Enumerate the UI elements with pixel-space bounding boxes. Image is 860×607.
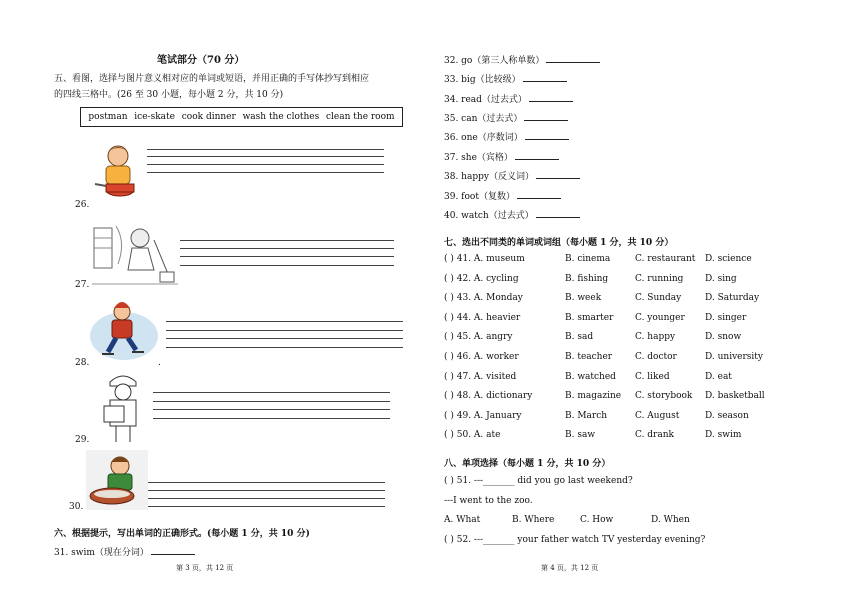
q7-row-50-d: D. swim	[705, 430, 742, 441]
question-number: 28.	[75, 358, 90, 368]
q40: 40. watch（过去式）	[444, 208, 580, 221]
girl-cleaning-room-icon	[92, 224, 178, 288]
q7-row-41-b: B. cinema	[565, 254, 611, 264]
q7-row-44-c: C. younger	[635, 312, 685, 323]
q7-row-45-d: D. snow	[705, 332, 742, 343]
page-footer: 第 3 页，共 12 页	[176, 564, 234, 572]
q51-option-d: D. When	[651, 515, 690, 525]
page-footer: 第 4 页，共 12 页	[541, 564, 599, 572]
q51-option-c: C. How	[580, 515, 614, 525]
q33: 33. big（比较级）	[444, 72, 567, 85]
q7-row-41-d: D. science	[705, 254, 752, 264]
q7-row-49-a: ( ) 49. A. January	[444, 410, 522, 421]
word-box	[80, 107, 403, 127]
word-option: postman	[88, 112, 128, 122]
q7-title: 七、选出不同类的单词或词组（每小题 1 分，共 10 分）	[444, 238, 674, 248]
girl-cooking-icon	[92, 140, 144, 202]
q7-row-44-b: B. smarter	[565, 312, 614, 323]
q7-row-50-b: B. saw	[565, 430, 596, 441]
q5-instruction-line2: 的四线三格中。(26 至 30 小题，每小题 2 分，共 10 分)	[54, 90, 284, 100]
q7-row-43-b: B. week	[565, 293, 602, 304]
q7-row-48-c: C. storybook	[635, 391, 693, 402]
q7-row-42-b: B. fishing	[565, 273, 609, 284]
q39: 39. foot（复数）	[444, 189, 561, 202]
question-number: 30.	[69, 502, 84, 512]
q51-option-a: A. What	[444, 515, 481, 525]
word-option: wash the clothes	[242, 112, 320, 122]
q7-row-45-a: ( ) 45. A. angry	[444, 332, 513, 343]
q7-row-45-c: C. happy	[635, 332, 676, 343]
question-number: 27.	[75, 280, 90, 290]
q51: ( ) 51. ---_______ did you go last weekend?	[444, 476, 633, 486]
q51-option-b: B. Where	[512, 515, 555, 525]
word-option: cook dinner	[181, 112, 236, 122]
q31: 31. swim（现在分词）	[54, 545, 195, 558]
q7-row-42-d: D. sing	[705, 273, 737, 284]
q7-row-48-b: B. magazine	[565, 391, 622, 402]
q37: 37. she（宾格）	[444, 150, 559, 163]
q7-row-44-a: ( ) 44. A. heavier	[444, 312, 521, 323]
q7-row-43-d: D. Saturday	[705, 293, 760, 304]
q7-row-42-c: C. running	[635, 273, 684, 284]
q7-row-46-b: B. teacher	[565, 352, 613, 362]
q7-row-47-c: C. liked	[635, 371, 670, 382]
q7-row-49-c: C. August	[635, 410, 680, 421]
q7-row-47-d: D. eat	[705, 371, 732, 382]
q7-row-43-c: C. Sunday	[635, 293, 682, 304]
q7-row-41-c: C. restaurant	[635, 254, 696, 264]
word-option: ice-skate	[134, 112, 175, 122]
word-option: clean the room	[326, 112, 395, 122]
q7-row-46-d: D. university	[705, 352, 763, 362]
q36: 36. one（序数词）	[444, 130, 569, 143]
q7-row-42-a: ( ) 42. A. cycling	[444, 273, 519, 284]
question-number: 26.	[75, 200, 90, 210]
q7-row-47-b: B. watched	[565, 371, 616, 382]
q7-row-41-a: ( ) 41. A. museum	[444, 254, 525, 264]
q7-row-47-a: ( ) 47. A. visited	[444, 371, 517, 382]
q34: 34. read（过去式）	[444, 92, 573, 105]
q6-title: 六、根据提示，写出单词的正确形式。(每小题 1 分，共 10 分)	[54, 529, 310, 539]
q7-row-44-d: D. singer	[705, 312, 747, 323]
q7-row-43-a: ( ) 43. A. Monday	[444, 293, 523, 304]
q7-row-48-d: D. basketball	[705, 391, 765, 402]
q7-row-45-b: B. sad	[565, 332, 594, 343]
postman-icon	[100, 372, 146, 444]
q32: 32. go（第三人称单数）	[444, 53, 600, 66]
q52: ( ) 52. ---_______ your father watch TV yesterday evening?	[444, 535, 706, 545]
q8-title: 八、单项选择（每小题 1 分，共 10 分）	[444, 459, 611, 469]
q7-row-50-c: C. drank	[635, 430, 674, 441]
q7-row-49-b: B. March	[565, 410, 608, 421]
q51-answer: ---I went to the zoo.	[444, 496, 533, 506]
section-title: 笔试部分（70 分）	[157, 55, 245, 66]
question-number: 29.	[75, 435, 90, 445]
q5-instruction-line1: 五、看图，选择与图片意义相对应的单词或短语，并用正确的手写体抄写到相应	[54, 74, 370, 84]
q7-row-46-c: C. doctor	[635, 352, 677, 362]
q7-row-49-d: D. season	[705, 410, 749, 421]
q7-row-46-a: ( ) 46. A. worker	[444, 352, 519, 362]
q38: 38. happy（反义词）	[444, 169, 580, 182]
q35: 35. can（过去式）	[444, 111, 568, 124]
boy-ice-skating-icon	[88, 296, 160, 364]
boy-washing-clothes-icon	[86, 450, 148, 510]
q7-row-50-a: ( ) 50. A. ate	[444, 430, 501, 441]
q7-row-48-a: ( ) 48. A. dictionary	[444, 391, 533, 402]
